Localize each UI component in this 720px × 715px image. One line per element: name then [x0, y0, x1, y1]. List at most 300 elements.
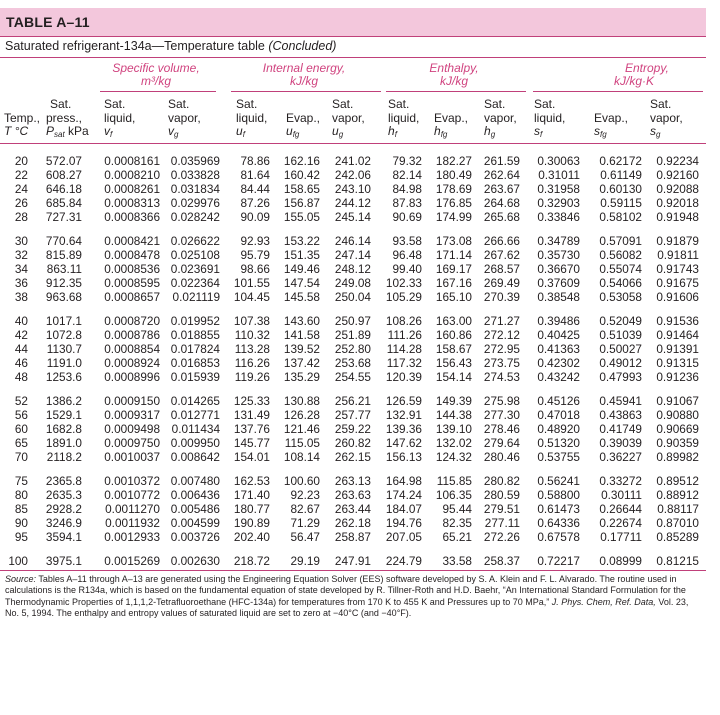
cell-press: 1191.0 — [46, 356, 82, 370]
header-ufg-symbol: u — [286, 124, 293, 138]
cell-ug: 247.91 — [334, 554, 371, 568]
cell-hf: 120.39 — [385, 370, 422, 384]
cell-ug: 260.82 — [334, 436, 371, 450]
cell-hfg: 178.69 — [435, 182, 472, 196]
group-entropy-title: Entropy, — [625, 61, 669, 75]
header-vf-l2: liquid, — [104, 110, 136, 125]
cell-ufg: 121.46 — [283, 422, 320, 436]
header-temp-l1 — [4, 98, 40, 112]
header-temp-l2: Temp., — [4, 110, 41, 125]
cell-vg: 0.011434 — [171, 422, 220, 436]
cell-sg: 0.90880 — [656, 408, 699, 422]
header-ug-symbol: u — [332, 124, 339, 138]
cell-vf: 0.0008421 — [104, 234, 160, 248]
cell-ufg: 139.52 — [283, 342, 320, 356]
cell-hfg: 169.17 — [435, 262, 472, 276]
cell-sg: 0.91606 — [656, 290, 699, 304]
header-sfg-sub: fg — [600, 130, 607, 139]
cell-sf: 0.43242 — [537, 370, 580, 384]
cell-hf: 117.32 — [386, 356, 422, 370]
cell-hfg: 115.85 — [436, 474, 472, 488]
cell-press: 2118.2 — [46, 450, 82, 464]
cell-vg: 0.029976 — [170, 196, 220, 210]
cell-sf: 0.48920 — [537, 422, 580, 436]
cell-ug: 258.87 — [334, 530, 371, 544]
cell-ug: 253.68 — [334, 356, 371, 370]
cell-sf: 0.35730 — [537, 248, 580, 262]
cell-press: 2365.8 — [45, 474, 82, 488]
cell-hf: 102.33 — [385, 276, 422, 290]
cell-vg: 0.023691 — [170, 262, 220, 276]
cell-temp: 40 — [14, 314, 28, 328]
cell-uf: 125.33 — [233, 394, 270, 408]
table-row — [0, 436, 706, 450]
cell-hf: 164.98 — [385, 474, 422, 488]
cell-uf: 190.89 — [233, 516, 270, 530]
cell-sfg: 0.54066 — [599, 276, 642, 290]
header-ug-sub: g — [338, 130, 344, 139]
cell-sfg: 0.33272 — [599, 474, 642, 488]
cell-hf: 139.36 — [385, 422, 422, 436]
cell-temp: 30 — [14, 234, 28, 248]
cell-sg: 0.91464 — [656, 328, 699, 342]
cell-hfg: 174.99 — [435, 210, 472, 224]
cell-ufg: 82.67 — [290, 502, 320, 516]
cell-uf: 154.01 — [233, 450, 270, 464]
header-sfg — [594, 98, 628, 142]
table-subtitle — [5, 39, 336, 53]
cell-uf: 78.86 — [240, 154, 270, 168]
header-uf-sub: f — [242, 130, 245, 139]
cell-hg: 269.49 — [483, 276, 520, 290]
cell-ug: 263.13 — [334, 474, 371, 488]
table-row — [0, 502, 706, 516]
cell-sfg: 0.26644 — [599, 502, 642, 516]
cell-ug: 251.89 — [334, 328, 371, 342]
cell-hf: 84.98 — [392, 182, 422, 196]
cell-sg: 0.91067 — [656, 394, 699, 408]
table-row — [0, 530, 706, 544]
header-press-sub: sat — [54, 130, 65, 139]
cell-sfg: 0.49012 — [599, 356, 642, 370]
cell-sfg: 0.41749 — [599, 422, 642, 436]
cell-sg: 0.91315 — [656, 356, 699, 370]
table-row — [0, 356, 706, 370]
cell-hfg: 176.85 — [435, 196, 472, 210]
cell-ufg: 151.35 — [283, 248, 320, 262]
header-sf-sub: f — [540, 130, 543, 139]
cell-press: 1529.1 — [45, 408, 82, 422]
cell-hf: 105.29 — [385, 290, 422, 304]
cell-sf: 0.31011 — [538, 168, 580, 182]
table-row — [0, 370, 706, 384]
cell-temp: 60 — [14, 422, 28, 436]
cell-ug: 249.08 — [334, 276, 371, 290]
header-hf-l1: Sat. — [388, 97, 410, 111]
cell-vf: 0.0008536 — [104, 262, 160, 276]
header-hg — [484, 98, 517, 142]
header-press-l1: Sat. — [50, 97, 72, 111]
cell-sf: 0.34789 — [537, 234, 580, 248]
cell-ufg: 130.88 — [283, 394, 320, 408]
cell-vg: 0.004599 — [170, 516, 220, 530]
cell-press: 1386.2 — [45, 394, 82, 408]
group-specific-volume — [97, 62, 215, 88]
cell-press: 1253.6 — [45, 370, 82, 384]
cell-temp: 32 — [14, 248, 28, 262]
cell-uf: 107.38 — [233, 314, 270, 328]
table-bottom-rule — [0, 570, 706, 571]
table-row — [0, 210, 706, 224]
cell-hf: 93.58 — [392, 234, 422, 248]
cell-uf: 113.28 — [234, 342, 270, 356]
cell-sfg: 0.52049 — [599, 314, 642, 328]
cell-temp: 20 — [14, 154, 28, 168]
cell-hfg: 82.35 — [442, 516, 472, 530]
cell-ufg: 56.47 — [290, 530, 320, 544]
cell-vg: 0.002630 — [170, 554, 220, 568]
cell-ug: 263.44 — [334, 502, 371, 516]
header-hfg-l2: Evap., — [434, 110, 469, 125]
cell-sfg: 0.58102 — [599, 210, 642, 224]
cell-ug: 256.21 — [334, 394, 371, 408]
cell-temp: 85 — [14, 502, 28, 516]
cell-hg: 275.98 — [483, 394, 520, 408]
cell-temp: 95 — [14, 530, 28, 544]
cell-temp: 44 — [14, 342, 28, 356]
header-hf-l2: liquid, — [388, 110, 420, 125]
group-internal-energy-unit: kJ/kg — [289, 74, 318, 88]
cell-hg: 280.59 — [483, 488, 520, 502]
header-uf-l1: Sat. — [236, 97, 258, 111]
header-temp — [4, 98, 40, 139]
cell-vf: 0.0008210 — [104, 168, 160, 182]
cell-press: 3594.1 — [45, 530, 82, 544]
cell-sfg: 0.60130 — [599, 182, 642, 196]
cell-vf: 0.0009498 — [104, 422, 160, 436]
cell-hf: 224.79 — [385, 554, 422, 568]
cell-sfg: 0.59115 — [600, 196, 642, 210]
cell-hg: 263.67 — [483, 182, 520, 196]
source-footnote — [5, 574, 701, 619]
cell-vf: 0.0012933 — [104, 530, 160, 544]
cell-sf: 0.58800 — [537, 488, 580, 502]
header-vf-symbol: v — [104, 124, 110, 138]
cell-hfg: 167.16 — [435, 276, 472, 290]
table-row — [0, 422, 706, 436]
cell-hg: 272.95 — [483, 342, 520, 356]
cell-hg: 277.30 — [483, 408, 520, 422]
table-row — [0, 516, 706, 530]
header-vg-l1: Sat. — [168, 97, 190, 111]
header-vg-symbol: v — [168, 124, 174, 138]
cell-uf: 180.77 — [233, 502, 270, 516]
cell-vg: 0.025108 — [170, 248, 220, 262]
table-row — [0, 154, 706, 168]
cell-vg: 0.015939 — [170, 370, 220, 384]
table-label-bar — [0, 8, 706, 37]
cell-sf: 0.40425 — [537, 328, 580, 342]
cell-hfg: 182.27 — [435, 154, 472, 168]
cell-press: 863.11 — [46, 262, 82, 276]
cell-sfg: 0.47993 — [599, 370, 642, 384]
cell-vf: 0.0009150 — [104, 394, 160, 408]
cell-ufg: 149.46 — [283, 262, 320, 276]
cell-sf: 0.42302 — [537, 356, 580, 370]
cell-sf: 0.33846 — [537, 210, 580, 224]
cell-vg: 0.008642 — [170, 450, 220, 464]
table-row — [0, 450, 706, 464]
table-row — [0, 328, 706, 342]
cell-press: 1130.7 — [46, 342, 82, 356]
cell-sfg: 0.57091 — [599, 234, 642, 248]
cell-vf: 0.0010037 — [104, 450, 160, 464]
cell-ug: 262.18 — [334, 516, 371, 530]
cell-sf: 0.47018 — [537, 408, 580, 422]
header-ufg-sub: fg — [292, 130, 300, 139]
cell-temp: 26 — [14, 196, 28, 210]
header-sg-l2: vapor, — [650, 110, 683, 125]
cell-press: 685.84 — [45, 196, 82, 210]
cell-hg: 270.39 — [483, 290, 520, 304]
cell-hfg: 165.10 — [435, 290, 472, 304]
cell-uf: 119.26 — [234, 370, 270, 384]
cell-sg: 0.91675 — [656, 276, 699, 290]
cell-vf: 0.0010372 — [104, 474, 160, 488]
cell-ufg: 160.42 — [283, 168, 320, 182]
cell-sf: 0.72217 — [537, 554, 580, 568]
cell-sg: 0.81215 — [656, 554, 699, 568]
cell-ug: 248.12 — [334, 262, 371, 276]
cell-hg: 261.59 — [483, 154, 520, 168]
cell-hf: 184.07 — [385, 502, 422, 516]
header-vg — [168, 98, 201, 142]
cell-vg: 0.035969 — [170, 154, 220, 168]
cell-vg: 0.022364 — [170, 276, 220, 290]
cell-uf: 131.49 — [233, 408, 270, 422]
cell-press: 1017.1 — [45, 314, 82, 328]
cell-press: 572.07 — [45, 154, 82, 168]
cell-vg: 0.014265 — [170, 394, 220, 408]
cell-sf: 0.37609 — [537, 276, 580, 290]
cell-hf: 82.14 — [392, 168, 422, 182]
table-row — [0, 290, 706, 304]
cell-sfg: 0.50027 — [599, 342, 642, 356]
header-hg-symbol: h — [484, 124, 491, 138]
group-entropy-unit: kJ/kg·K — [614, 74, 655, 88]
cell-temp: 70 — [14, 450, 28, 464]
table-row — [0, 168, 706, 182]
cell-temp: 24 — [14, 182, 28, 196]
cell-hg: 272.26 — [483, 530, 520, 544]
cell-ufg: 162.16 — [283, 154, 320, 168]
cell-press: 770.64 — [45, 234, 82, 248]
cell-hf: 207.05 — [385, 530, 422, 544]
cell-sf: 0.30063 — [537, 154, 580, 168]
header-uf-symbol: u — [236, 124, 243, 138]
header-uf-l2: liquid, — [236, 110, 268, 125]
header-ug-l2: vapor, — [332, 110, 365, 125]
header-press-symbol: P — [46, 124, 55, 138]
table-row — [0, 408, 706, 422]
cell-sf: 0.56241 — [537, 474, 580, 488]
cell-vg: 0.021119 — [172, 290, 220, 304]
cell-hfg: 139.10 — [435, 422, 472, 436]
cell-hg: 277.11 — [484, 516, 520, 530]
cell-hfg: 65.21 — [442, 530, 472, 544]
cell-temp: 75 — [14, 474, 28, 488]
cell-hg: 264.68 — [483, 196, 520, 210]
subtitle-text: Saturated refrigerant-134a—Temperature table — [5, 39, 265, 53]
cell-sf: 0.64336 — [537, 516, 580, 530]
cell-temp: 22 — [14, 168, 28, 182]
cell-press: 1891.0 — [45, 436, 82, 450]
cell-uf: 202.40 — [233, 530, 270, 544]
cell-sg: 0.91236 — [656, 370, 699, 384]
cell-hfg: 124.32 — [435, 450, 472, 464]
cell-sfg: 0.51039 — [599, 328, 642, 342]
cell-hf: 90.69 — [392, 210, 422, 224]
group-enthalpy — [384, 62, 524, 88]
cell-vg: 0.018855 — [170, 328, 220, 342]
cell-temp: 36 — [14, 276, 28, 290]
header-vg-sub: g — [174, 130, 179, 139]
cell-ufg: 137.42 — [283, 356, 320, 370]
cell-hg: 265.68 — [483, 210, 520, 224]
cell-hfg: 160.86 — [435, 328, 472, 342]
group-enthalpy-title: Enthalpy, — [429, 61, 479, 75]
cell-hf: 126.59 — [385, 394, 422, 408]
group-internal-energy-rule — [231, 91, 381, 92]
table-row — [0, 314, 706, 328]
cell-ufg: 147.54 — [283, 276, 320, 290]
cell-uf: 116.26 — [234, 356, 270, 370]
cell-sfg: 0.56082 — [599, 248, 642, 262]
cell-hg: 262.64 — [483, 168, 520, 182]
cell-vf: 0.0010772 — [104, 488, 160, 502]
cell-temp: 42 — [14, 328, 28, 342]
cell-ufg: 158.65 — [283, 182, 320, 196]
header-press-unit: kPa — [64, 124, 89, 138]
cell-sf: 0.53755 — [537, 450, 580, 464]
cell-sg: 0.91536 — [656, 314, 699, 328]
cell-ufg: 100.60 — [283, 474, 320, 488]
table-row — [0, 488, 706, 502]
header-vg-l2: vapor, — [168, 110, 201, 125]
cell-press: 2928.2 — [45, 502, 82, 516]
header-hg-l2: vapor, — [484, 110, 517, 125]
cell-uf: 145.77 — [233, 436, 270, 450]
cell-hf: 87.83 — [392, 196, 422, 210]
cell-hg: 266.66 — [483, 234, 520, 248]
cell-temp: 52 — [14, 394, 28, 408]
cell-uf: 90.09 — [240, 210, 270, 224]
cell-ufg: 115.05 — [284, 436, 320, 450]
cell-hg: 278.46 — [483, 422, 520, 436]
cell-uf: 104.45 — [233, 290, 270, 304]
cell-ufg: 153.22 — [283, 234, 320, 248]
cell-sfg: 0.55074 — [599, 262, 642, 276]
cell-press: 646.18 — [45, 182, 82, 196]
cell-sf: 0.36670 — [537, 262, 580, 276]
cell-ufg: 29.19 — [290, 554, 320, 568]
cell-vf: 0.0008161 — [104, 154, 160, 168]
cell-sf: 0.31958 — [537, 182, 580, 196]
table-row — [0, 342, 706, 356]
group-enthalpy-rule — [386, 91, 526, 92]
cell-vf: 0.0008924 — [104, 356, 160, 370]
cell-press: 3246.9 — [45, 516, 82, 530]
cell-vf: 0.0008720 — [104, 314, 160, 328]
cell-sfg: 0.53058 — [599, 290, 642, 304]
footnote-text-2: Vol. 23, No. 5, 1994. The enthalpy and entropy values of saturated liquid are set to zero at −40°C (and −40°F). — [5, 596, 689, 618]
cell-hf: 132.91 — [385, 408, 422, 422]
cell-uf: 92.93 — [240, 234, 270, 248]
cell-temp: 38 — [14, 290, 28, 304]
header-uf — [236, 98, 267, 142]
cell-hfg: 163.00 — [435, 314, 472, 328]
cell-sfg: 0.45941 — [599, 394, 642, 408]
cell-hfg: 106.35 — [435, 488, 472, 502]
header-hg-sub: g — [490, 130, 496, 139]
cell-ug: 241.02 — [334, 154, 371, 168]
cell-vf: 0.0008261 — [104, 182, 160, 196]
cell-uf: 110.32 — [234, 328, 270, 342]
header-sf-l2: liquid, — [534, 110, 566, 125]
cell-ufg: 71.29 — [290, 516, 320, 530]
cell-vf: 0.0009750 — [104, 436, 160, 450]
cell-temp: 100 — [8, 554, 28, 568]
header-hg-l1: Sat. — [484, 97, 506, 111]
cell-press: 1072.8 — [45, 328, 82, 342]
cell-hg: 271.27 — [483, 314, 520, 328]
table-row — [0, 234, 706, 248]
cell-sg: 0.89982 — [656, 450, 699, 464]
cell-sg: 0.91811 — [657, 248, 699, 262]
cell-vg: 0.005486 — [170, 502, 220, 516]
cell-press: 608.27 — [45, 168, 82, 182]
header-sf-l1: Sat. — [534, 97, 556, 111]
cell-vg: 0.026622 — [170, 234, 220, 248]
cell-press: 3975.1 — [45, 554, 82, 568]
cell-sf: 0.45126 — [537, 394, 580, 408]
group-entropy-rule — [533, 91, 703, 92]
cell-hg: 279.51 — [483, 502, 520, 516]
cell-hfg: 158.67 — [435, 342, 472, 356]
cell-vf: 0.0008657 — [104, 290, 160, 304]
cell-press: 2635.3 — [45, 488, 82, 502]
cell-sfg: 0.39039 — [599, 436, 642, 450]
cell-uf: 84.44 — [240, 182, 270, 196]
cell-sf: 0.32903 — [537, 196, 580, 210]
cell-press: 963.68 — [45, 290, 82, 304]
header-vf-l1: Sat. — [104, 97, 126, 111]
cell-vg: 0.012771 — [170, 408, 220, 422]
cell-hfg: 156.43 — [435, 356, 472, 370]
cell-hf: 96.48 — [392, 248, 422, 262]
cell-uf: 171.40 — [233, 488, 270, 502]
cell-ufg: 135.29 — [283, 370, 320, 384]
cell-vf: 0.0008313 — [104, 196, 160, 210]
cell-hfg: 132.02 — [435, 436, 472, 450]
header-ufg-l1 — [286, 98, 320, 112]
cell-ufg: 126.28 — [283, 408, 320, 422]
cell-vg: 0.003726 — [170, 530, 220, 544]
cell-vf: 0.0008366 — [104, 210, 160, 224]
cell-ufg: 108.14 — [283, 450, 320, 464]
cell-ug: 252.80 — [334, 342, 371, 356]
header-sf — [534, 98, 565, 142]
